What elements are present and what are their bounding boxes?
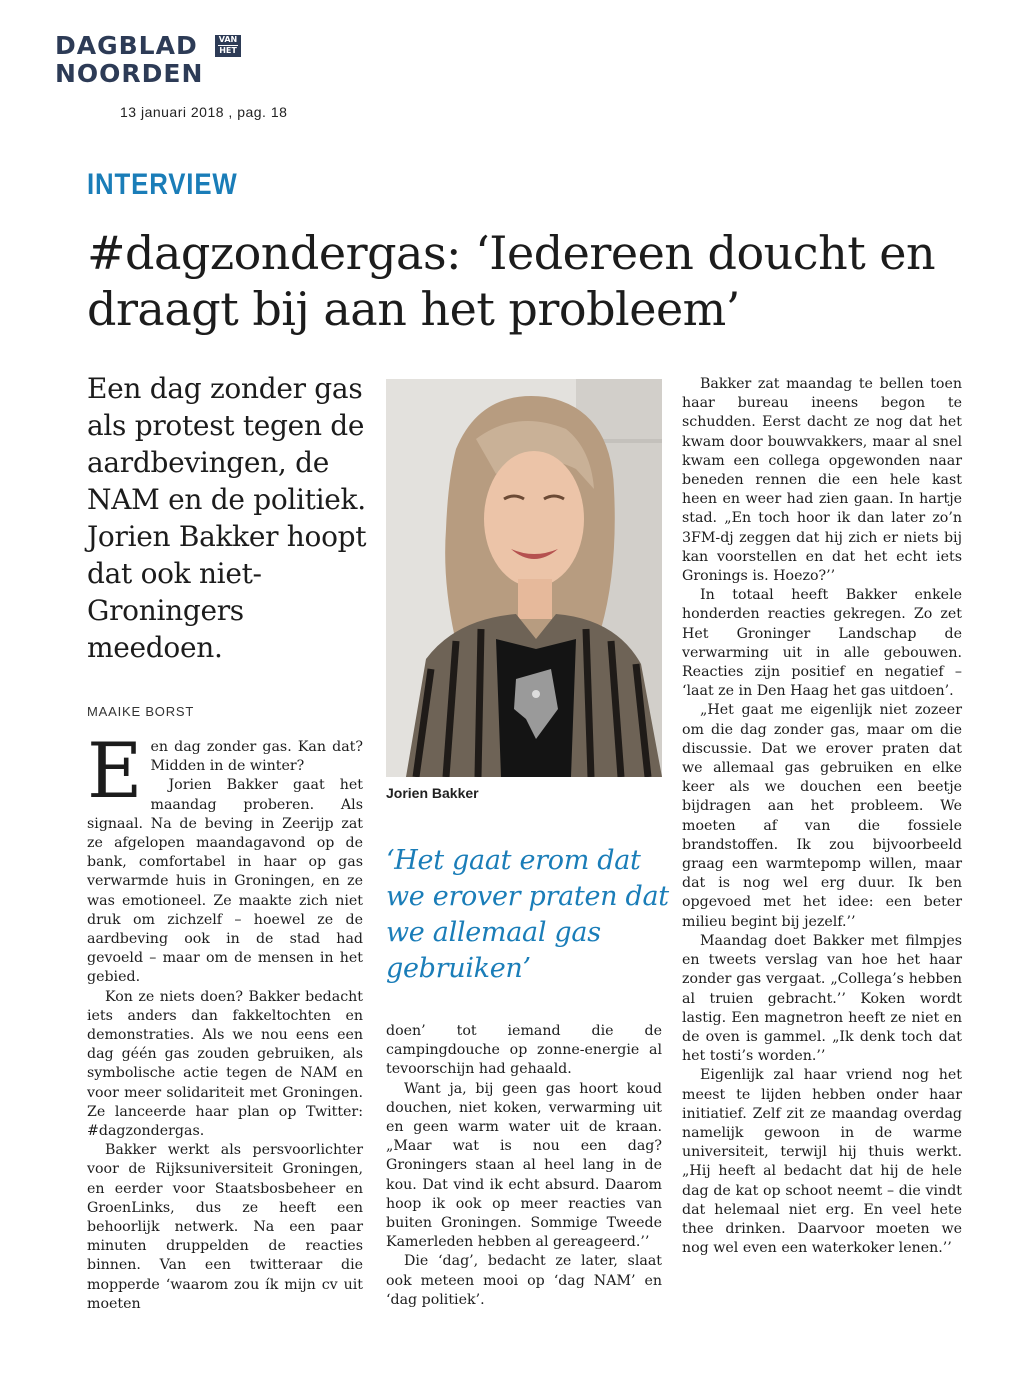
newspaper-logo (55, 32, 255, 94)
paragraph: Maandag doet Bakker met filmpjes en tweets verslag van hoe het haar zonder gas vergaat. „Collega’s hebben al truien gebracht.’’ Koken wordt lastig. Een magnetron heeft ze niet en de oven is gammel. „Ik denk toch dat het tosti’s worden.’’ (682, 932, 962, 1065)
paragraph: Die ‘dag’, bedacht ze later, slaat ook meteen mooi op ‘dag NAM’ en ‘dag politiek’. (386, 1253, 662, 1308)
dropcap: E (87, 726, 143, 815)
headline: #dagzondergas: ‘Iedereen doucht en draagt bij aan het probleem’ (87, 226, 936, 336)
paragraph: Kon ze niets doen? Bakker bedacht iets anders dan fakkeltochten en demonstraties. Als we nou eens een dag géén gas zouden gebruiken, als symbolische actie tegen de NAM en voor meer solidariteit met Groningen. Ze lanceerde haar plan op Twitter: #dagzondergas. (87, 988, 363, 1140)
portrait-illustration (386, 379, 662, 777)
paragraph: Want ja, bij geen gas hoort koud douchen, niet koken, verwarming uit en geen warm water uit de kraan. „Maar wat is nou een dag? Groningers staan al heel lang in de kou. Dat vind ik echt absurd. Daarom hoop ik ook op meer reacties van buiten Groningen. Sommige Tweede Kamerleden hebben al gereageerd.’’ (386, 1080, 662, 1251)
logo-badge-top: VAN (218, 35, 238, 44)
paragraph: Jorien Bakker gaat het maandag proberen. Als signaal. Na de beving in Zeerijp zat ze afgelopen maandagavond op de bank, comfortabel in haar op gas verwarmde huis in Groningen, en ze was emotioneel. Ze maakte zich niet druk om zichzelf – hoewel ze de aardbeving ook in de stad had gevoeld – maar om de mensen in het gebied. (87, 777, 363, 986)
paragraph: Eigenlijk zal haar vriend nog het meest te lijden hebben onder haar initiatief. Zelf zit ze maandag overdag namelijk gewoon in de warme universiteit, terwijl hij thuis werkt. „Hij heeft al bedacht dat hij de hele dag de kat op schoot neemt – die vindt dat helemaal niet erg. En veel hete thee drinken. Daarvoor moeten we nog wel even een waterkoker lenen.’’ (682, 1067, 962, 1257)
article-column-2 (386, 1022, 662, 1310)
paragraph: In totaal heeft Bakker enkele honderden reacties gekregen. Zo zet Het Groninger Landschap de verwarming uit in alle gebouwen. Reacties zijn positief en negatief – ‘laat ze in Den Haag het gas uitdoen’. (682, 587, 962, 700)
paragraph: „Het gaat me eigenlijk niet zozeer om die dag zonder gas, maar om die discussie. Dat we erover praten dat we allemaal gas gebruiken en elke keer als we douchen een beetje bijdragen aan het probleem. We moeten af van die fossiele brandstoffen. Ik zou bijvoorbeeld graag een warmtepomp willen, maar dat is nog wel erg duur. Ik ben opgevoed met het idee: een beter milieu begint bij jezelf.’’ (682, 702, 962, 930)
article-column-1 (87, 726, 363, 1314)
paragraph: Bakker werkt als persvoorlichter voor de Rijksuniversiteit Groningen, en eerder voor Staatsbosbeheer en GroenLinks, dus ze heeft een behoorlijk netwerk. Na een paar minuten druppelden de reacties binnen. Van een twitteraar die mopperde ‘waarom zou ík mijn cv uit moeten (87, 1142, 363, 1312)
portrait-photo (386, 379, 662, 777)
pull-quote: ‘Het gaat erom dat we erover praten dat we allemaal gas gebruiken’ (386, 845, 669, 984)
photo-caption: Jorien Bakker (386, 785, 479, 801)
edition-date: 13 januari 2018 , pag. 18 (120, 104, 288, 120)
paragraph: Bakker zat maandag te bellen toen haar bureau ineens begon te schudden. Eerst dacht ze nog dat het kwam door bouwvakkers, maar al snel kwam een collega opgewonden naar beneden rennen die een hele kast heen en weer had zien gaan. In hartje stad. „En toch hoor ik dan later zo’n 3FM-dj zeggen dat hij zich er niets bij kan voorstellen en dat het echt iets Gronings is. Hoezo?’’ (682, 376, 962, 585)
article-column-3 (682, 375, 962, 1258)
logo-badge-bottom: HET (219, 46, 237, 55)
intro-lead: Een dag zonder gas als protest tegen de aardbevingen, de NAM en de politiek. Jorien Bakker hoopt dat ook niet-Groningers meedoen. (87, 372, 367, 664)
logo-badge (215, 35, 241, 57)
section-label: INTERVIEW (87, 168, 238, 201)
paragraph: en dag zonder gas. Kan dat? Midden in de winter? (150, 739, 363, 775)
byline: MAAIKE BORST (87, 704, 195, 719)
paragraph: doen’ tot iemand die de campingdouche op zonne-energie al tevoorschijn had gehaald. (386, 1023, 662, 1078)
logo-line-1: DAGBLAD (55, 31, 198, 60)
logo-line-2: NOORDEN (55, 59, 204, 88)
